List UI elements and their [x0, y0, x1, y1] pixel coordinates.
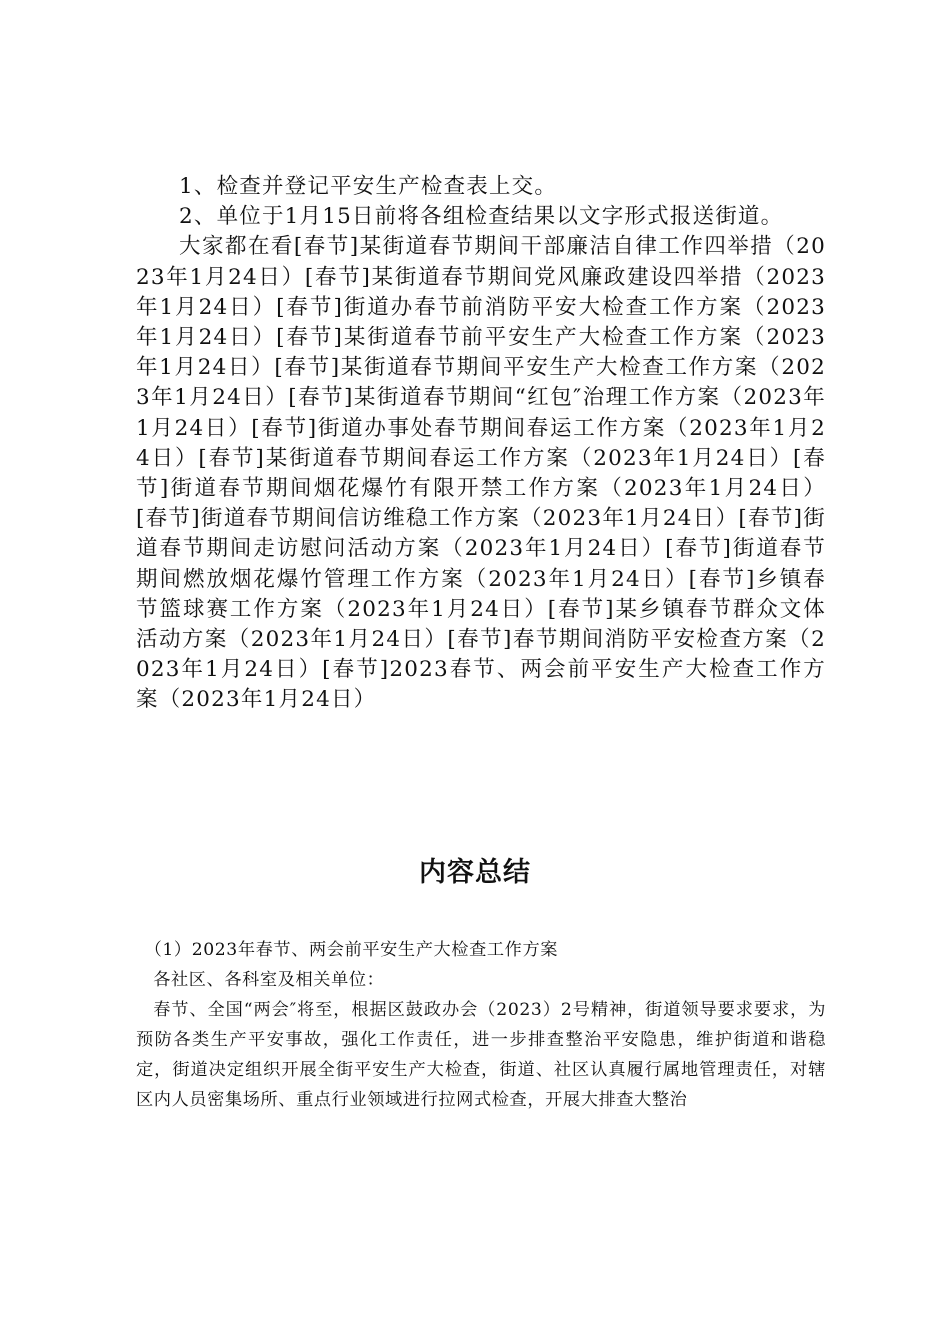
summary-paragraph: 春节、全国“两会″将至，根据区鼓政办会（2023）2号精神，街道领导要求要求，为预防各类生产平安事故，强化工作责任，进一步排查整治平安隐患，维护街道和谐稳定，街道决定组织开展全街平安生产大检查，街道、社区认真履行属地管理责任，对辖区内人员密集场所、重点行业领域进行拉网式检查，开展大排查大整治 — [136, 1000, 826, 1110]
summary-title: 内容总结 — [419, 857, 531, 888]
body-item-2: 2、单位于1月15日前将各组检查结果以文字形式报送街道。 — [179, 204, 784, 230]
related-articles-paragraph: 大家都在看[春节]某街道春节期间干部廉洁自律工作四举措（2023年1月24日）[春节]某街道春节期间党风廉政建设四举措（2023年1月24日）[春节]街道办春节前消防平安大检查工作方案（2023年1月24日）[春节]某街道春节前平安生产大检查工作方案（2023年1月24日）[春节]某街道春节期间平安生产大检查工作方案（2023年1月24日）[春节]某街道春节期间“红包″治理工作方案（2023年1月24日）[春节]街道办事处春节期间春运工作方案（2023年1月24日）[春节]某街道春节期间春运工作方案（2023年1月24日）[春节]街道春节期间烟花爆竹有限开禁工作方案（2023年1月24日）[春节]街道春节期间信访维稳工作方案（2023年1月24日）[春节]街道春节期间走访慰问活动方案（2023年1月24日）[春节]街道春节期间燃放烟花爆竹管理工作方案（2023年1月24日）[春节]乡镇春节篮球赛工作方案（2023年1月24日）[春节]某乡镇春节群众文体活动方案（2023年1月24日）[春节]春节期间消防平安检查方案（2023年1月24日）[春节]2023春节、两会前平安生产大检查工作方案（2023年1月24日） — [136, 234, 826, 713]
summary-section — [136, 935, 826, 1115]
document-body — [136, 172, 826, 716]
summary-line-1: （1）2023年春节、两会前平安生产大检查工作方案 — [144, 940, 559, 960]
body-item-1: 1、检查并登记平安生产检查表上交。 — [179, 174, 558, 199]
summary-line-2: 各社区、各科室及相关单位： — [153, 970, 385, 990]
